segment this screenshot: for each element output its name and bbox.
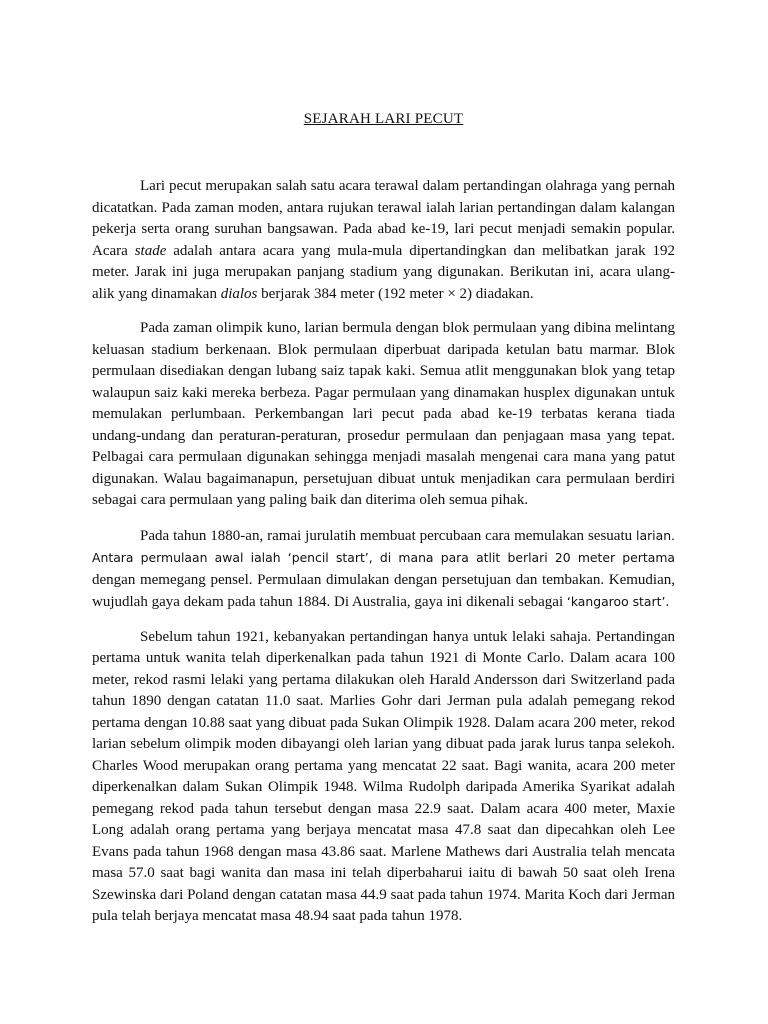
paragraph-4: Sebelum tahun 1921, kebanyakan pertandingan hanya untuk lelaki sahaja. Pertandingan pertama untuk wanita telah diperkenalkan pada tahun 1921 di Monte Carlo. Dalam acara 100 meter, rekod rasmi lelaki yang pertama dilakukan oleh Harald Andersson dari Switzerland pada tahun 1890 dengan catatan 11.0 saat. Marlies Gohr dari Jerman pula adalah pemegang rekod pertama dengan 10.88 saat yang dibuat pada Sukan Olimpik 1928. Dalam acara 200 meter, rekod larian sebelum olimpik moden dibayangi oleh larian yang dibuat pada jarak lurus tanpa selekoh. Charles Wood merupakan orang pertama yang mencatat 22 saat. Bagi wanita, acara 200 meter diperkenalkan dalam Sukan Olimpik 1948. Wilma Rudolph daripada Amerika Syarikat adalah pemegang rekod pada tahun tersebut dengan masa 22.9 saat. Dalam acara 400 meter, Maxie Long adalah orang pertama yang berjaya mencatat masa 47.8 saat dan dipecahkan oleh Lee Evans pada tahun 1968 dengan masa 43.86 saat. Marlene Mathews dari Australia telah mencata masa 57.0 saat bagi wanita dan masa ini telah diperbaharui iaitu di bawah 50 saat oleh Irena Szewinska dari Poland dengan catatan masa 44.9 saat pada tahun 1974. Marita Koch dari Jerman pula telah berjaya mencatat masa 48.94 saat pada tahun 1978.: [92, 628, 675, 924]
paragraph-3-sans-text-b: ‘kangaroo start’.: [566, 594, 670, 609]
document-page: [92, 108, 675, 928]
paragraph-2: Pada zaman olimpik kuno, larian bermula dengan blok permulaan yang dibina melintang keluasan stadium berkenaan. Blok permulaan diperbuat daripada ketulan batu marmar. Blok permulaan disediakan dengan lubang saiz tapak kaki. Semua atlit menggunakan blok yang tetap walaupun saiz kaki mereka berbeza. Pagar permulaan yang dinamakan husplex digunakan untuk memulakan perlumbaan. Perkembangan lari pecut pada abad ke-19 terbatas kerana tiada undang-undang dan peraturan-peraturan, prosedur permulaan dan penjagaan masa yang tepat. Pelbagai cara permulaan digunakan sehingga menjadi masalah mengenai cara mana yang patut digunakan. Walau bagaimanapun, persetujuan dibuat untuk menjadikan cara permulaan berdiri sebagai cara permulaan yang paling baik dan diterima oleh semua pihak.: [92, 320, 675, 508]
paragraph-1-text-c: berjarak 384 meter (192 meter × 2) diadakan.: [257, 285, 534, 302]
paragraph-3-text-a: Pada tahun 1880-an, ramai jurulatih membuat percubaan cara memulakan sesuatu: [140, 527, 637, 544]
paragraph-3-text-b: dengan memegang pensel. Permulaan dimulakan dengan persetujuan dan tembakan. Kemudian, wujudlah gaya dekam pada tahun 1884. Di Australia, gaya ini dikenali sebagai: [92, 571, 675, 610]
term-dialos: dialos: [220, 285, 258, 302]
paragraph-3: [92, 525, 675, 614]
paragraph-3-sans-text-a: larian. Antara permulaan awal ialah ‘pencil start’, di mana para atlit berlari 20 meter pertama: [92, 527, 675, 565]
document-title: SEJARAH LARI PECUT: [303, 111, 464, 127]
term-stade: stade: [134, 242, 167, 259]
paragraph-1-text-a: Lari pecut merupakan salah satu acara terawal dalam pertandingan olahraga yang pernah dicatatkan. Pada zaman moden, antara rujukan terawal ialah larian pertandingan dalam kalangan pekerja serta orang suruhan bangsawan. Pada abad ke-19, lari pecut menjadi semakin popular. Acara: [92, 178, 675, 259]
paragraph-1: [92, 176, 675, 305]
paragraph-1-text-b: adalah antara acara yang mula-mula dipertandingkan dan melibatkan jarak 192 meter. Jarak ini juga merupakan panjang stadium yang digunakan. Berikutan ini, acara ulang-alik yang dinamakan: [92, 242, 675, 302]
